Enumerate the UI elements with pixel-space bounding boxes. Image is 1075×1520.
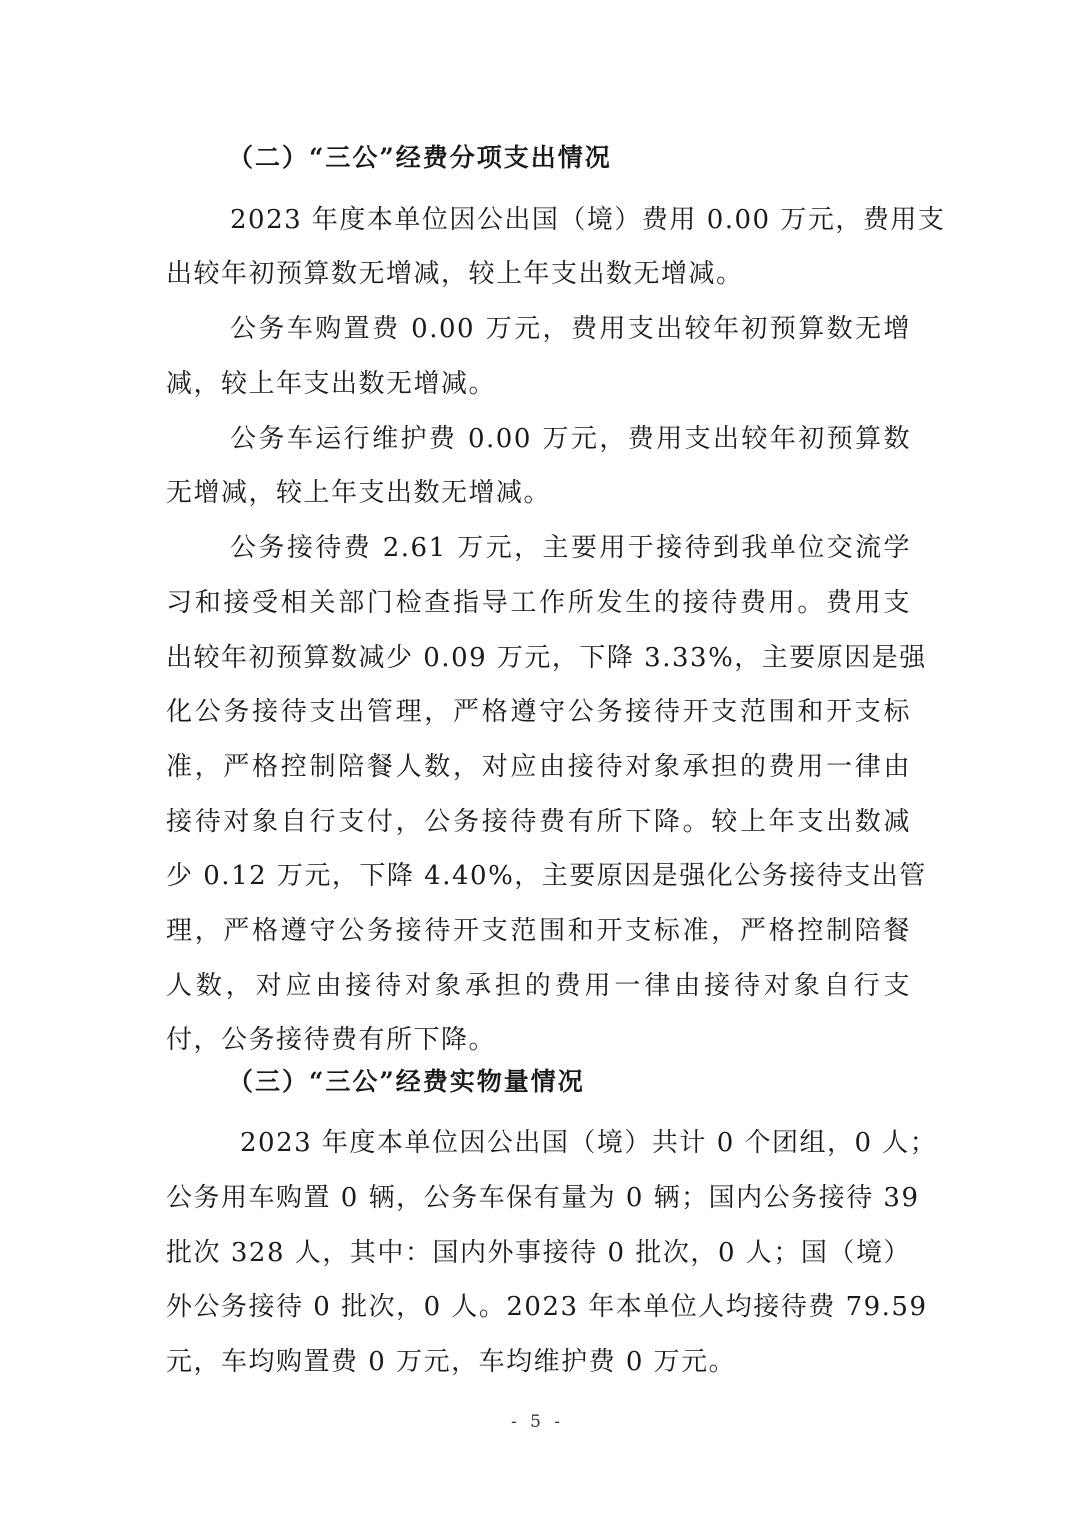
paragraph-line: 出较年初预算数减少 0.09 万元，下降 3.33%，主要原因是强 [166,643,927,673]
paragraph-line: 付，公务接待费有所下降。 [166,1025,497,1055]
paragraph-line: 接待对象自行支付，公务接待费有所下降。较上年支出数减 [166,807,911,837]
paragraph-line: 2023 年度本单位因公出国（境）费用 0.00 万元，费用支 [230,205,946,235]
paragraph-line: 人数，对应由接待对象承担的费用一律由接待对象自行支 [166,971,911,1001]
paragraph-line: 准，严格控制陪餐人数，对应由接待对象承担的费用一律由 [166,752,911,782]
page-number: - 5 - [510,1412,565,1432]
paragraph-line: 理，严格遵守公务接待开支范围和开支标准，严格控制陪餐 [166,916,911,946]
paragraph-line: 公务接待费 2.61 万元，主要用于接待到我单位交流学 [230,533,911,563]
paragraph-line: 2023 年度本单位因公出国（境）共计 0 个团组，0 人； [240,1128,938,1158]
paragraph-line: 公务用车购置 0 辆，公务车保有量为 0 辆；国内公务接待 39 [166,1183,920,1213]
paragraph-line: 减，较上年支出数无增减。 [166,369,497,399]
paragraph-line: 少 0.12 万元，下降 4.40%，主要原因是强化公务接待支出管 [166,861,927,891]
paragraph-line: 公务车购置费 0.00 万元，费用支出较年初预算数无增 [230,314,911,344]
paragraph-line: 出较年初预算数无增减，较上年支出数无增减。 [166,259,744,289]
section-heading-3: （三）“三公”经费实物量情况 [228,1067,585,1096]
paragraph-line: 元，车均购置费 0 万元，车均维护费 0 万元。 [166,1347,737,1377]
paragraph-line: 批次 328 人，其中：国内外事接待 0 批次，0 人；国（境） [166,1238,911,1268]
paragraph-line: 无增减，较上年支出数无增减。 [166,478,552,508]
paragraph-line: 习和接受相关部门检查指导工作所发生的接待费用。费用支 [166,588,911,618]
section-heading-2: （二）“三公”经费分项支出情况 [228,143,612,172]
paragraph-line: 公务车运行维护费 0.00 万元，费用支出较年初预算数 [230,424,911,454]
paragraph-line: 化公务接待支出管理，严格遵守公务接待开支范围和开支标 [166,697,911,727]
paragraph-line: 外公务接待 0 批次，0 人。2023 年本单位人均接待费 79.59 [166,1292,928,1322]
